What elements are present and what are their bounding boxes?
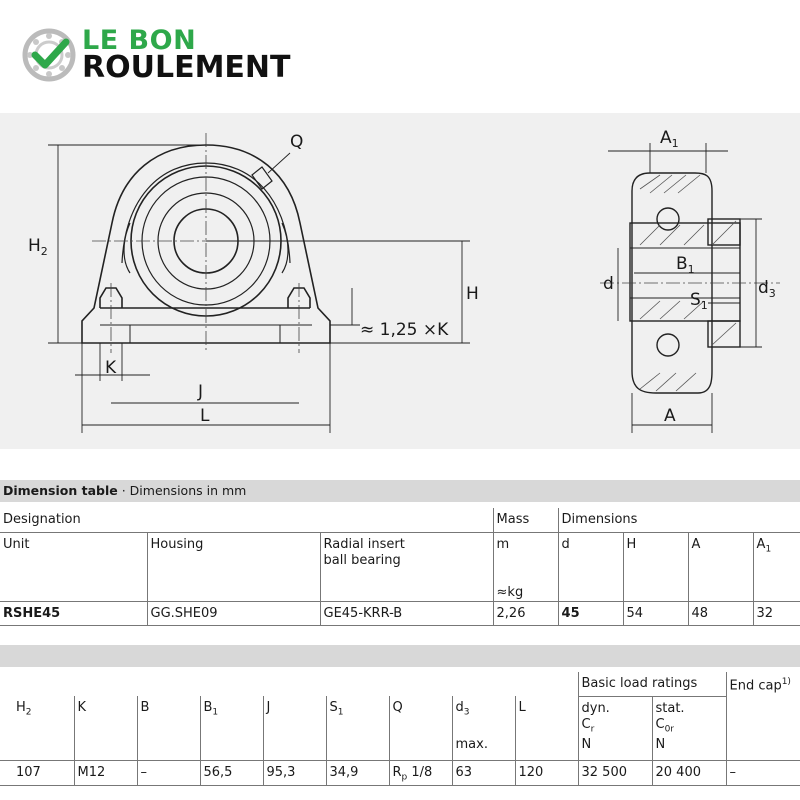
- label-approx-k: ≈ 1,25 ×K: [360, 320, 449, 340]
- col-L: L: [515, 696, 578, 760]
- col-stat: stat. $C_{0r}$ N: [652, 696, 726, 760]
- section-subtitle: · Dimensions in mm: [117, 483, 247, 498]
- col-S1: $S_1$: [326, 696, 389, 760]
- col-basic-load: Basic load ratings: [578, 672, 726, 696]
- dimension-table-2: [0, 672, 800, 786]
- col-H2: $H_2$: [0, 696, 74, 760]
- col-end-cap: End cap$^{1)}$: [726, 672, 800, 760]
- col-dimensions: Dimensions: [558, 508, 800, 532]
- dimension-table: [0, 508, 800, 626]
- col-housing: Housing: [147, 532, 320, 601]
- label-L: L: [200, 406, 210, 426]
- col-mass: Mass: [493, 508, 558, 532]
- col-m: m ≈kg: [493, 532, 558, 601]
- col-insert: Radial insert ball bearing: [320, 532, 493, 601]
- label-A1: $A_1$: [660, 128, 679, 150]
- col-K: K: [74, 696, 137, 760]
- logo-text-bottom: ROULEMENT: [82, 50, 291, 85]
- col-d: d: [558, 532, 623, 601]
- col-dyn: dyn. $C_r$ N: [578, 696, 652, 760]
- col-B1: $B_1$: [200, 696, 263, 760]
- col-J: J: [263, 696, 326, 760]
- col-B: B: [137, 696, 200, 760]
- col-designation: Designation: [0, 508, 493, 532]
- col-d3: $d_3$ max.: [452, 696, 515, 760]
- table-row: 107 M12 – 56,5 95,3 34,9 $R_p$ 1/8 63 120 32 500 20 400 –: [0, 760, 800, 786]
- col-Q: Q: [389, 696, 452, 760]
- table-row: RSHE45 GG.SHE09 GE45-KRR-B 2,26 45 54 48 32: [0, 601, 800, 625]
- label-H2: $H_2$: [28, 236, 48, 258]
- bearing-check-icon: [22, 28, 76, 82]
- label-d3: $d_3$: [758, 278, 776, 300]
- label-B1: $B_1$: [676, 254, 695, 276]
- section-header: [0, 480, 800, 502]
- section-divider: [0, 645, 800, 667]
- label-Q: Q: [290, 132, 304, 152]
- logo-text-top: LE BON: [82, 25, 197, 56]
- label-H: H: [466, 284, 479, 304]
- technical-drawing: [0, 113, 800, 449]
- col-A: A: [688, 532, 753, 601]
- brand-logo: [22, 24, 322, 84]
- label-d: d: [603, 274, 614, 294]
- label-K: K: [105, 358, 117, 378]
- section-title: Dimension table: [3, 483, 118, 498]
- col-A1: $A_1$: [753, 532, 800, 601]
- col-unit: Unit: [0, 532, 147, 601]
- col-H: H: [623, 532, 688, 601]
- label-S1: $S_1$: [690, 290, 708, 312]
- label-J: J: [198, 382, 204, 402]
- label-A: A: [664, 406, 676, 426]
